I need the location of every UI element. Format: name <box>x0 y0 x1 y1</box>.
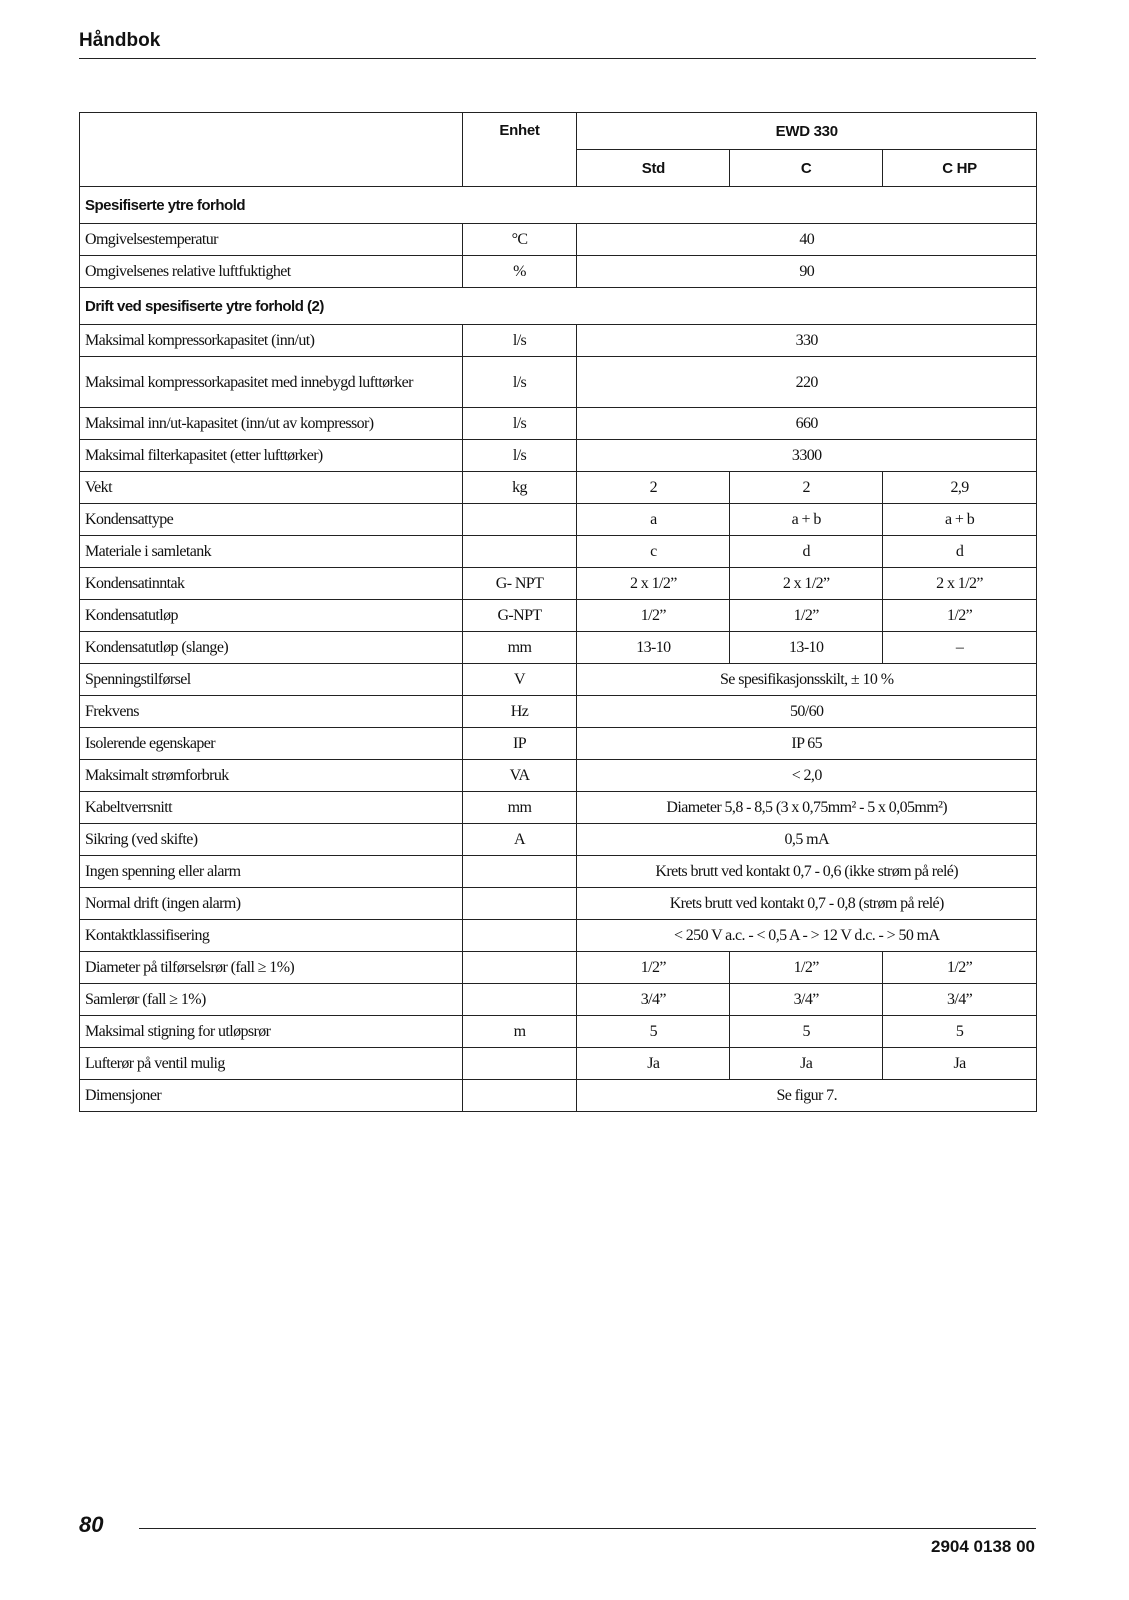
row-value: 2 <box>730 472 883 504</box>
row-unit <box>462 888 577 920</box>
table-row <box>80 568 1037 600</box>
row-value: 5 <box>730 1016 883 1048</box>
row-value: c <box>577 536 730 568</box>
table-row <box>80 357 1037 408</box>
row-value: 0,5 mA <box>577 824 1037 856</box>
spec-table <box>79 112 1037 1112</box>
head-model: EWD 330 <box>577 113 1037 150</box>
row-unit <box>462 984 577 1016</box>
footer-divider <box>139 1528 1036 1529</box>
table-row <box>80 792 1037 824</box>
row-value: Diameter 5,8 - 8,5 (3 x 0,75mm² - 5 x 0,05mm²) <box>577 792 1037 824</box>
table-row <box>80 224 1037 256</box>
row-value: 5 <box>883 1016 1037 1048</box>
table-row <box>80 1080 1037 1112</box>
row-label: Spenningstilførsel <box>80 664 463 696</box>
table-row <box>80 696 1037 728</box>
row-value: 90 <box>577 256 1037 288</box>
row-unit: l/s <box>462 408 577 440</box>
row-label: Samlerør (fall ≥ 1%) <box>80 984 463 1016</box>
row-value: Ja <box>883 1048 1037 1080</box>
row-value: 1/2” <box>577 600 730 632</box>
row-label: Maksimal kompressorkapasitet med innebygd lufttørker <box>80 357 463 408</box>
row-unit <box>462 920 577 952</box>
table-row <box>80 984 1037 1016</box>
row-value: 3/4” <box>883 984 1037 1016</box>
row-label: Kondensatutløp (slange) <box>80 632 463 664</box>
row-unit <box>462 536 577 568</box>
row-unit: kg <box>462 472 577 504</box>
row-unit: % <box>462 256 577 288</box>
row-unit <box>462 1080 577 1112</box>
document-number: 2904 0138 00 <box>931 1537 1035 1556</box>
row-value: d <box>730 536 883 568</box>
row-unit: l/s <box>462 357 577 408</box>
row-value: 2 x 1/2” <box>577 568 730 600</box>
row-label: Dimensjoner <box>80 1080 463 1112</box>
table-row <box>80 1048 1037 1080</box>
row-value: 1/2” <box>883 600 1037 632</box>
table-row <box>80 728 1037 760</box>
row-label: Ingen spenning eller alarm <box>80 856 463 888</box>
table-head-row <box>80 113 1037 150</box>
row-label: Omgivelsestemperatur <box>80 224 463 256</box>
table-row <box>80 632 1037 664</box>
row-value: 1/2” <box>577 952 730 984</box>
row-unit: mm <box>462 792 577 824</box>
table-row <box>80 664 1037 696</box>
row-value: < 2,0 <box>577 760 1037 792</box>
row-unit: m <box>462 1016 577 1048</box>
row-value: 2 <box>577 472 730 504</box>
row-unit: G- NPT <box>462 568 577 600</box>
row-value: Se spesifikasjonsskilt, ± 10 % <box>577 664 1037 696</box>
row-label: Kabeltverrsnitt <box>80 792 463 824</box>
table-row <box>80 536 1037 568</box>
table-row <box>80 600 1037 632</box>
row-label: Vekt <box>80 472 463 504</box>
row-value: 13-10 <box>730 632 883 664</box>
row-value: Se figur 7. <box>577 1080 1037 1112</box>
row-value: 3/4” <box>577 984 730 1016</box>
row-value: Ja <box>577 1048 730 1080</box>
row-label: Sikring (ved skifte) <box>80 824 463 856</box>
row-label: Kondensattype <box>80 504 463 536</box>
table-row <box>80 856 1037 888</box>
row-label: Frekvens <box>80 696 463 728</box>
row-label: Normal drift (ingen alarm) <box>80 888 463 920</box>
row-value: 13-10 <box>577 632 730 664</box>
row-value: 2 x 1/2” <box>883 568 1037 600</box>
row-label: Maksimal filterkapasitet (etter lufttørker) <box>80 440 463 472</box>
row-label: Isolerende egenskaper <box>80 728 463 760</box>
table-row <box>80 472 1037 504</box>
section-title: Drift ved spesifiserte ytre forhold (2) <box>80 288 1037 325</box>
row-unit: mm <box>462 632 577 664</box>
row-label: Maksimal inn/ut-kapasitet (inn/ut av kompressor) <box>80 408 463 440</box>
row-label: Materiale i samletank <box>80 536 463 568</box>
row-label: Maksimal stigning for utløpsrør <box>80 1016 463 1048</box>
row-label: Omgivelsenes relative luftfuktighet <box>80 256 463 288</box>
table-row <box>80 504 1037 536</box>
section-header-row <box>80 187 1037 224</box>
row-value: 2,9 <box>883 472 1037 504</box>
table-row <box>80 256 1037 288</box>
row-value: 220 <box>577 357 1037 408</box>
row-value: Krets brutt ved kontakt 0,7 - 0,8 (strøm på relé) <box>577 888 1037 920</box>
row-label: Kondensatinntak <box>80 568 463 600</box>
head-variant-chp: C HP <box>883 150 1037 187</box>
row-value: Ja <box>730 1048 883 1080</box>
row-unit <box>462 1048 577 1080</box>
row-value: d <box>883 536 1037 568</box>
row-value: a <box>577 504 730 536</box>
head-variant-std: Std <box>577 150 730 187</box>
row-unit <box>462 856 577 888</box>
table-row <box>80 920 1037 952</box>
row-unit: G-NPT <box>462 600 577 632</box>
row-unit: VA <box>462 760 577 792</box>
row-value: 3/4” <box>730 984 883 1016</box>
table-row <box>80 1016 1037 1048</box>
head-unit: Enhet <box>462 113 577 187</box>
row-value: 40 <box>577 224 1037 256</box>
section-title: Spesifiserte ytre forhold <box>80 187 1037 224</box>
table-row <box>80 408 1037 440</box>
table-row <box>80 888 1037 920</box>
page-number: 80 <box>79 1512 104 1537</box>
table-row <box>80 325 1037 357</box>
section-header-row <box>80 288 1037 325</box>
row-value: 1/2” <box>883 952 1037 984</box>
row-unit <box>462 504 577 536</box>
head-variant-c: C <box>730 150 883 187</box>
row-value: Krets brutt ved kontakt 0,7 - 0,6 (ikke strøm på relé) <box>577 856 1037 888</box>
row-value: – <box>883 632 1037 664</box>
row-value: 3300 <box>577 440 1037 472</box>
row-label: Diameter på tilførselsrør (fall ≥ 1%) <box>80 952 463 984</box>
row-label: Kondensatutløp <box>80 600 463 632</box>
row-value: < 250 V a.c. - < 0,5 A - > 12 V d.c. - > 50 mA <box>577 920 1037 952</box>
head-empty-cell <box>80 113 463 187</box>
row-value: IP 65 <box>577 728 1037 760</box>
row-value: 50/60 <box>577 696 1037 728</box>
table-row <box>80 760 1037 792</box>
page-header-title: Håndbok <box>79 30 161 51</box>
row-value: 2 x 1/2” <box>730 568 883 600</box>
row-value: 1/2” <box>730 952 883 984</box>
header-divider <box>79 58 1036 59</box>
row-label: Lufterør på ventil mulig <box>80 1048 463 1080</box>
row-unit: V <box>462 664 577 696</box>
row-unit: l/s <box>462 440 577 472</box>
row-value: 660 <box>577 408 1037 440</box>
table-row <box>80 952 1037 984</box>
table-row <box>80 824 1037 856</box>
row-label: Maksimalt strømforbruk <box>80 760 463 792</box>
row-label: Maksimal kompressorkapasitet (inn/ut) <box>80 325 463 357</box>
row-value: a + b <box>730 504 883 536</box>
row-value: a + b <box>883 504 1037 536</box>
row-value: 5 <box>577 1016 730 1048</box>
row-unit: A <box>462 824 577 856</box>
table-row <box>80 440 1037 472</box>
row-value: 1/2” <box>730 600 883 632</box>
row-value: 330 <box>577 325 1037 357</box>
row-unit: °C <box>462 224 577 256</box>
row-label: Kontaktklassifisering <box>80 920 463 952</box>
row-unit: l/s <box>462 325 577 357</box>
row-unit: Hz <box>462 696 577 728</box>
row-unit: IP <box>462 728 577 760</box>
row-unit <box>462 952 577 984</box>
